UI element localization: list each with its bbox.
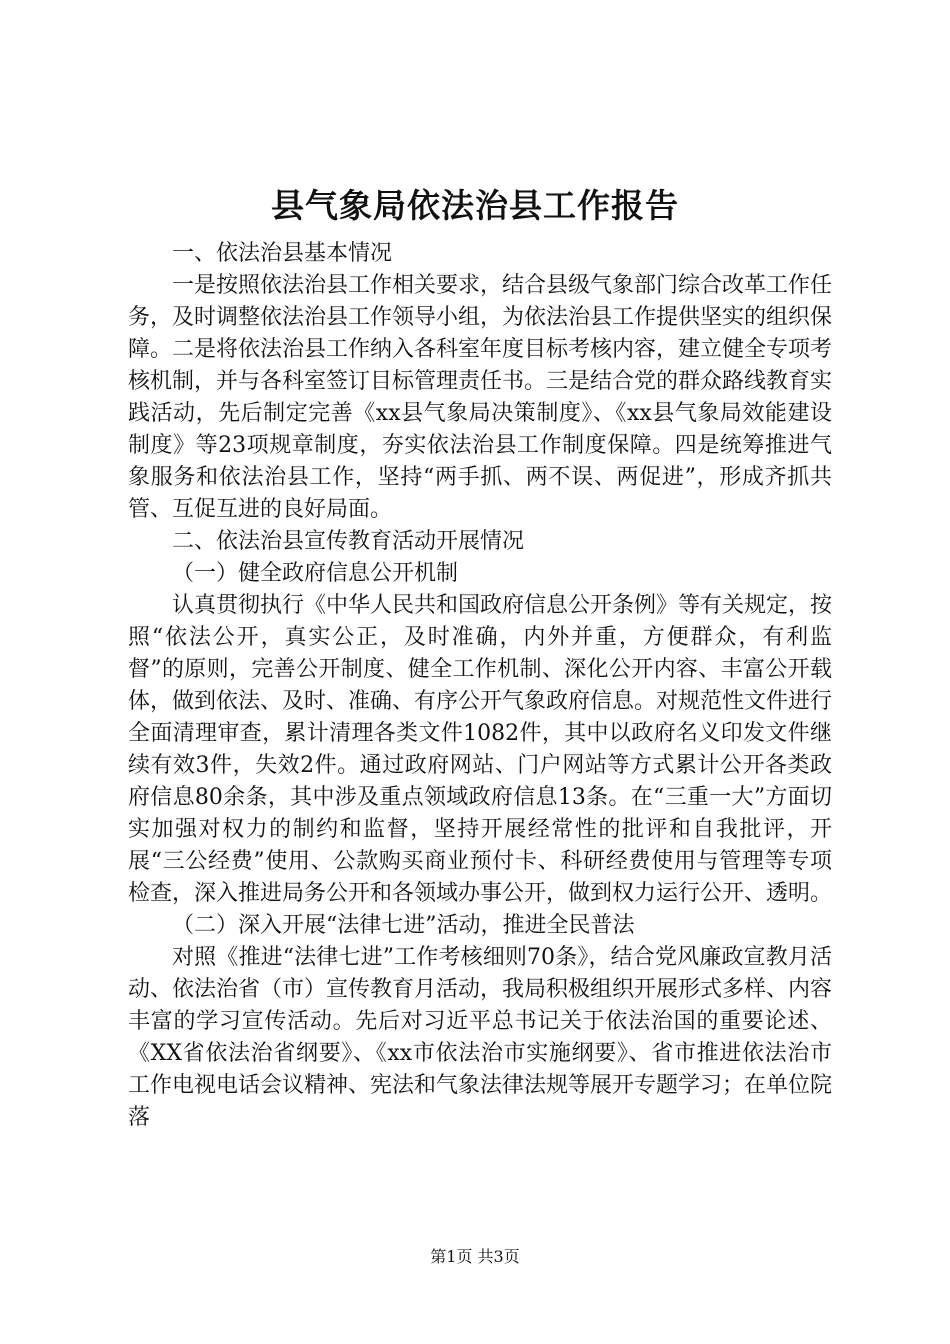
- subsection-heading-2: （二）深入开展“法律七进”活动，推进全民普法: [172, 913, 635, 938]
- section-heading-1: 一、依法治县基本情况: [172, 241, 393, 266]
- document-body: [128, 238, 832, 1134]
- paragraph: 认真贯彻执行《中华人民共和国政府信息公开条例》等有关规定，按照“依法公开，真实公正，及时准确，内外并重，方便群众，有利监督”的原则，完善公开制度、健全工作机制、深化公开内容、丰富公开载体，做到依法、及时、准确、有序公开气象政府信息。对规范性文件进行全面清理审查，累计清理各类文件1082件，其中以政府名义印发文件继续有效3件，失效2件。通过政府网站、门户网站等方式累计公开各类政府信息80余条，其中涉及重点领域政府信息13条。在“三重一大”方面切实加强对权力的制约和监督，坚持开展经常性的批评和自我批评，开展“三公经费”使用、公款购买商业预付卡、科研经费使用与管理等专项检查，深入推进局务公开和各领域办事公开，做到权力运行公开、透明。: [128, 593, 833, 906]
- document-title: 县气象局依法治县工作报告: [271, 186, 679, 225]
- subsection-heading-1: （一）健全政府信息公开机制: [172, 561, 459, 586]
- paragraph: 对照《推进“法律七进”工作考核细则70条》，结合党风廉政宣教月活动、依法治省（市）宣传教育月活动，我局积极组织开展形式多样、内容丰富的学习宣传活动。先后对习近平总书记关于依法治国的重要论述、《XX省依法治省纲要》、《xx市依法治市实施纲要》、省市推进依法治市工作电视电话会议精神、宪法和气象法律法规等展开专题学习；在单位院落: [128, 945, 833, 1130]
- section-heading-2: 二、依法治县宣传教育活动开展情况: [172, 529, 525, 554]
- page-number-footer: 第1页 共3页: [430, 1247, 520, 1266]
- paragraph: 一是按照依法治县工作相关要求，结合县级气象部门综合改革工作任务，及时调整依法治县工作领导小组，为依法治县工作提供坚实的组织保障。二是将依法治县工作纳入各科室年度目标考核内容，建立健全专项考核机制，并与各科室签订目标管理责任书。三是结合党的群众路线教育实践活动，先后制定完善《xx县气象局决策制度》、《xx县气象局效能建设制度》等23项规章制度，夯实依法治县工作制度保障。四是统筹推进气象服务和依法治县工作，坚持“两手抓、两不误、两促进”，形成齐抓共管、互促互进的良好局面。: [128, 273, 833, 522]
